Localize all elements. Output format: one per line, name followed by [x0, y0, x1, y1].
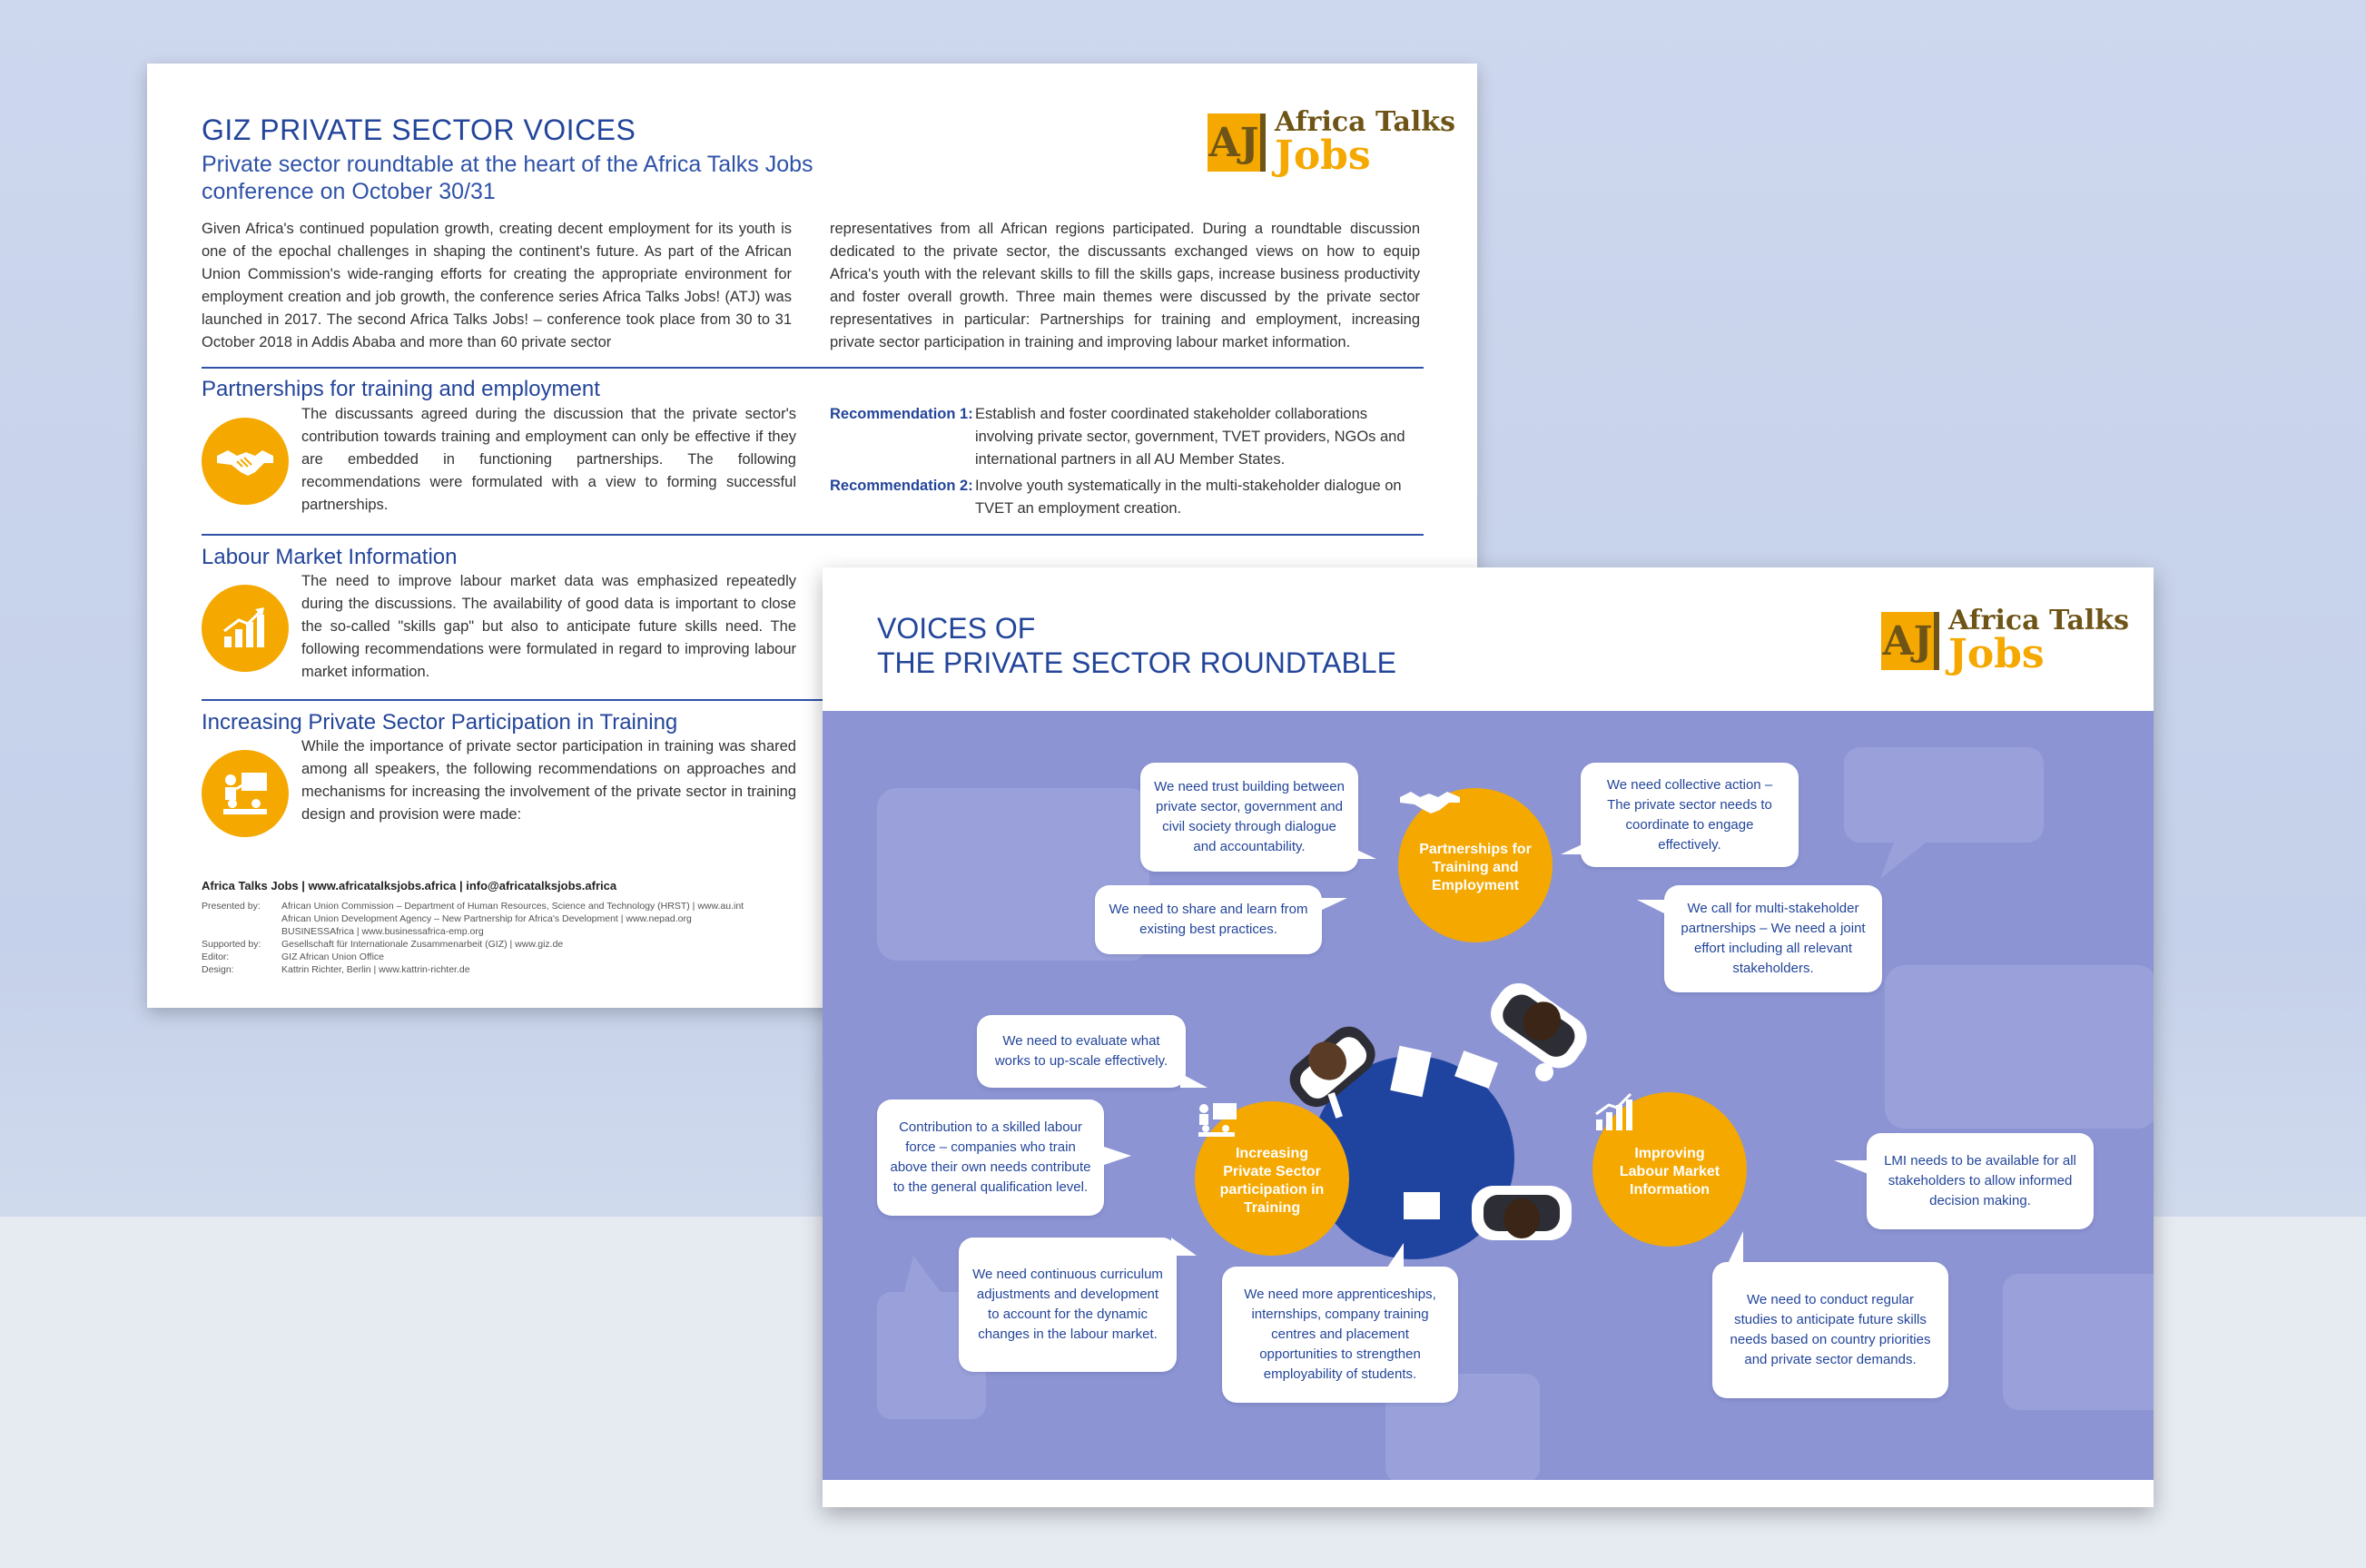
section-text-partnerships: The discussants agreed during the discussion that the private sector's contribution towards training and employment can only be effective if they are embedded in functioning partnerships. The following recommendations were formulated with a view to forming successful partnerships.: [301, 406, 796, 513]
section-heading-partnerships: Partnerships for training and employment: [202, 377, 600, 401]
intro-paragraph-col1: Given Africa's continued population growth, creating decent employment for its youth is one of the epochal challenges in shaping the continent's future. As part of the African Union Commission's wide-ranging efforts for creating the appropriate environment for employment creation and job growth, the conference series Africa Talks Jobs! (ATJ) was launched in 2017. The second Africa Talks Jobs! – conference took place from 30 to 31 October 2018 in Addis Ababa and more than 60 private sector: [202, 221, 792, 350]
recommendation-text: Involve youth systematically in the multi-stakeholder dialogue on TVET an employment creation.: [975, 478, 1402, 517]
section-divider: [202, 534, 1424, 536]
logo-text-line2: Jobs: [1275, 133, 1371, 179]
topic-circle-lmi: [1592, 1092, 1747, 1247]
quote-bubble-contribution: [877, 1100, 1104, 1216]
quote-bubble-trust: [1140, 763, 1358, 872]
logo-text-line2: Jobs: [1948, 631, 2045, 677]
quote-text: We need trust building between private sector, government and civil society through dialogue and accountability.: [1154, 779, 1345, 854]
training-icon: [202, 750, 289, 837]
topic-circle-participation: [1195, 1101, 1349, 1256]
section-heading-participation: Increasing Private Sector Participation in Training: [202, 710, 678, 735]
footer-key: Design:: [202, 964, 234, 975]
logo-text-line1: Africa Talks: [1275, 106, 1455, 138]
recommendation-label: Recommendation 1:: [830, 406, 973, 422]
infographic-title: [877, 611, 1396, 680]
quote-text: We need to share and learn from existing best practices.: [1109, 902, 1308, 937]
recommendation-2: [830, 475, 1425, 520]
quote-text: We call for multi-stakeholder partnerships – We need a joint effort including all relevant stakeholders.: [1681, 901, 1866, 976]
quote-text: We need more apprenticeships, internships, company training centres and placement opportunities to strengthen employability of students.: [1244, 1287, 1436, 1382]
quote-text: Contribution to a skilled labour force – companies who train above their own needs contribute to the general qualification level.: [890, 1119, 1091, 1195]
infographic-title-line2: THE PRIVATE SECTOR ROUNDTABLE: [877, 646, 1396, 679]
quote-text: LMI needs to be available for all stakeholders to allow informed decision making.: [1884, 1153, 2076, 1208]
section-text-participation: While the importance of private sector participation in training was shared among all speakers, the following recommendations on approaches and mechanisms for increasing the involvement of the private sector in training design and provision were made:: [301, 738, 796, 823]
section-heading-labour-market: Labour Market Information: [202, 545, 458, 569]
atj-logo-mark-icon: AJ: [1881, 612, 1939, 670]
topic-circle-label: Increasing Private Sector participation in Training: [1219, 1146, 1325, 1216]
topic-circle-partnerships: [1398, 788, 1553, 942]
quote-text: We need collective action – The private sector needs to coordinate to engage effectively.: [1606, 776, 1773, 853]
recommendation-label: Recommendation 2:: [830, 478, 973, 494]
atj-logo-mark-icon: AJ: [1208, 113, 1266, 172]
report-title: GIZ PRIVATE SECTOR VOICES: [202, 113, 636, 146]
section-divider: [202, 699, 864, 701]
infographic-title-line1: VOICES OF: [877, 612, 1036, 645]
footer-value: GIZ African Union Office: [281, 952, 385, 962]
quote-bubble-studies: [1712, 1262, 1948, 1398]
recommendation-text: Establish and foster coordinated stakeholder collaborations involving private sector, government, TVET providers, NGOs and international partners in all AU Member States.: [975, 406, 1405, 468]
quote-bubble-apprenticeships: [1222, 1267, 1458, 1403]
report-subtitle: Private sector roundtable at the heart of the Africa Talks Jobs conference on October 30/31: [202, 152, 813, 204]
growth-chart-icon: [202, 585, 289, 672]
quote-text: We need to evaluate what works to up-scale effectively.: [994, 1033, 1168, 1069]
footer-key: Editor:: [202, 952, 230, 962]
quote-bubble-share: [1095, 885, 1322, 954]
logo-text-line1: Africa Talks: [1948, 605, 2129, 636]
training-icon: [1195, 1101, 1238, 1138]
footer-value: Kattrin Richter, Berlin | www.kattrin-richter.de: [281, 964, 470, 975]
africa-talks-jobs-logo: [1881, 607, 2129, 675]
section-divider: [202, 367, 1424, 369]
quote-bubble-lmi-available: [1867, 1133, 2094, 1229]
footer-value: Gesellschaft für Internationale Zusammenarbeit (GIZ) | www.giz.de: [281, 939, 564, 950]
footer-key: Presented by:: [202, 901, 261, 912]
intro-paragraph-col2: representatives from all African regions participated. During a roundtable discussion dedicated to the private sector, the discussants exchanged views on how to equip Africa's youth with the relevant skills to fill the skills gaps, increase business productivity and foster overall growth. Three main themes were discussed by the private sector representatives in particular: Partnerships for training and employment, increasing private sector participation in training and improving labour market information.: [830, 221, 1420, 350]
topic-circle-label: Partnerships for Training and Employment: [1419, 842, 1532, 893]
quote-bubble-evaluate: [977, 1015, 1186, 1088]
handshake-icon: [202, 418, 289, 505]
quote-bubble-curriculum: [959, 1238, 1177, 1372]
footer-contact-line: Africa Talks Jobs | www.africatalksjobs.africa | info@africatalksjobs.africa: [202, 879, 617, 892]
footer-value: African Union Commission – Department of Human Resources, Science and Technology (HRST) | www.au.int African Union Development Agency – New Partnership for Africa's Development | www.nepad.org BUSINESSAfrica | www.businessafrica-emp.org: [281, 901, 744, 937]
topic-circle-label: Improving Labour Market Information: [1619, 1146, 1720, 1198]
quote-bubble-multistakeholder: [1664, 885, 1882, 992]
africa-talks-jobs-logo: [1208, 106, 1455, 179]
document-sheet-infographic: [823, 567, 2154, 1507]
quote-text: We need continuous curriculum adjustments and development to account for the dynamic changes in the labour market.: [972, 1267, 1163, 1342]
footer-key: Supported by:: [202, 939, 261, 950]
section-text-labour-market: The need to improve labour market data was emphasized repeatedly during the discussions. The availability of good data is important to close the so-called "skills gap" but also to anticipate future skills need. The following recommendations were formulated in regard to improving labour market information.: [301, 573, 796, 680]
roundtable-illustration-panel: [823, 711, 2154, 1480]
growth-chart-icon: [1592, 1092, 1636, 1132]
quote-text: We need to conduct regular studies to anticipate future skills needs based on country priorities and private sector demands.: [1730, 1292, 1931, 1367]
quote-bubble-collective: [1581, 763, 1799, 867]
recommendation-1: [830, 403, 1425, 471]
handshake-icon: [1398, 788, 1462, 815]
